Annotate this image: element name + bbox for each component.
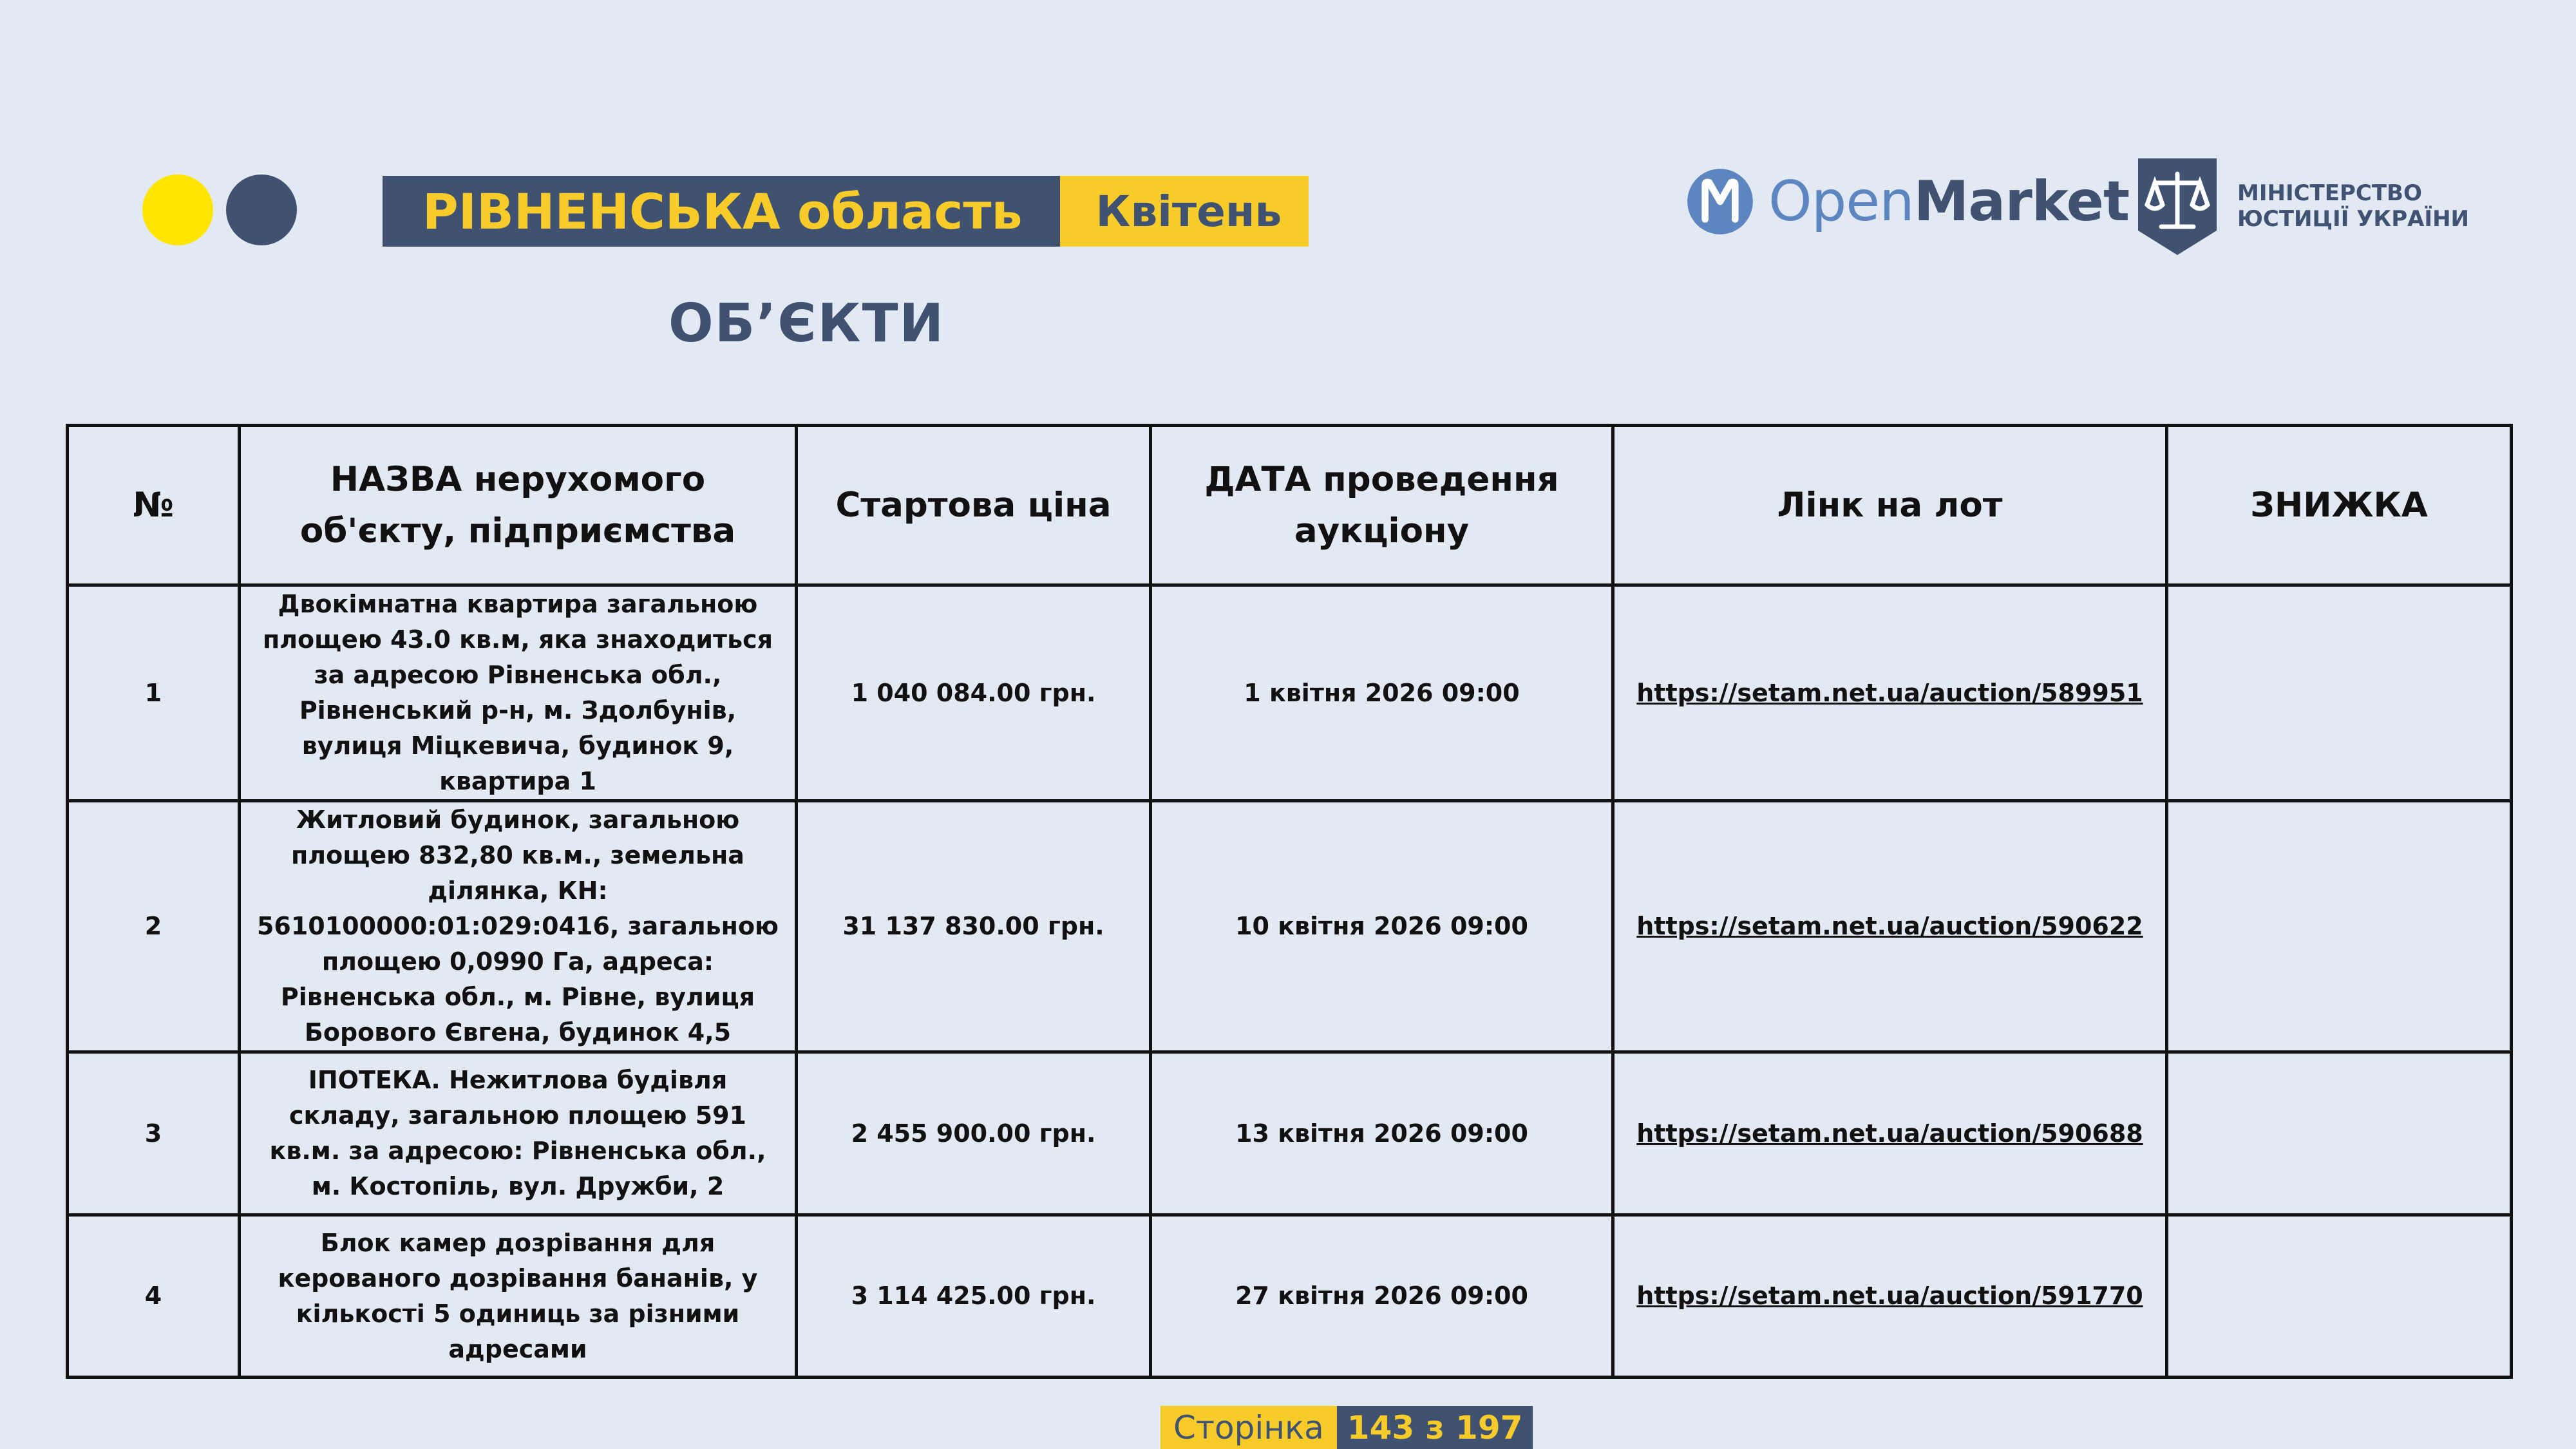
lot-link[interactable]: https://setam.net.ua/auction/590622 [1613,801,2167,1052]
page-indicator [1160,1406,1533,1449]
discount-cell [2167,585,2512,801]
auction-date: 27 квітня 2026 09:00 [1151,1215,1613,1378]
header-discount: ЗНИЖКА [2167,426,2512,585]
auction-date: 1 квітня 2026 09:00 [1151,585,1613,801]
discount-cell [2167,1052,2512,1215]
region-title-bar [383,176,1309,247]
table-row [68,585,2512,801]
yellow-dot-decoration [142,175,213,245]
month-label: Квітень [1060,176,1309,247]
table-row [68,801,2512,1052]
object-name: ІПОТЕКА. Нежитлова будівля складу, загальною площею 591 кв.м. за адресою: Рівненська обл., м. Костопіль, вул. Дружби, 2 [240,1052,797,1215]
section-title: ОБ’ЄКТИ [668,293,945,354]
page-number: 143 з 197 [1337,1406,1533,1449]
auction-date: 10 квітня 2026 09:00 [1151,801,1613,1052]
header-number: № [68,426,240,585]
lot-link[interactable]: https://setam.net.ua/auction/590688 [1613,1052,2167,1215]
row-number: 2 [68,801,240,1052]
start-price: 1 040 084.00 грн. [797,585,1151,801]
region-title: РІВНЕНСЬКА область [383,176,1060,247]
header-date: ДАТА проведення аукціону [1151,426,1613,585]
object-name: Блок камер дозрівання для керованого дозрівання бананів, у кількості 5 одиниць за різними адресами [240,1215,797,1378]
ministry-logo [2136,155,2469,258]
start-price: 3 114 425.00 грн. [797,1215,1151,1378]
start-price: 2 455 900.00 грн. [797,1052,1151,1215]
discount-cell [2167,1215,2512,1378]
lot-link[interactable]: https://setam.net.ua/auction/589951 [1613,585,2167,801]
navy-dot-decoration [226,175,297,245]
openmarket-open-text: Open [1768,169,1914,234]
discount-cell [2167,801,2512,1052]
start-price: 31 137 830.00 грн. [797,801,1151,1052]
row-number: 3 [68,1052,240,1215]
page-label: Сторінка [1160,1406,1337,1449]
table-row [68,1215,2512,1378]
openmarket-wordmark [1768,169,2129,234]
table-header-row [68,426,2512,585]
object-name: Житловий будинок, загальною площею 832,80 кв.м., земельна ділянка, КН: 5610100000:01:029:0416, загальною площею 0,0990 Га, адреса: Рівненська обл., м. Рівне, вулиця Борового Євгена, будинок 4,5 [240,801,797,1052]
openmarket-m-icon [1686,167,1754,236]
scales-shield-icon [2136,155,2219,258]
auction-date: 13 квітня 2026 09:00 [1151,1052,1613,1215]
row-number: 4 [68,1215,240,1378]
object-name: Двокімнатна квартира загальною площею 43.0 кв.м, яка знаходиться за адресою Рівненська обл., Рівненський р-н, м. Здолбунів, вулиця Міцкевича, будинок 9, квартира 1 [240,585,797,801]
ministry-line-2: ЮСТИЦІЇ УКРАЇНИ [2237,206,2469,232]
openmarket-market-text: Market [1913,169,2130,234]
ministry-line-1: МІНІСТЕРСТВО [2237,180,2422,206]
row-number: 1 [68,585,240,801]
openmarket-logo [1686,167,2129,236]
objects-table [66,424,2513,1379]
header-price: Стартова ціна [797,426,1151,585]
table-row [68,1052,2512,1215]
lot-link[interactable]: https://setam.net.ua/auction/591770 [1613,1215,2167,1378]
header-link: Лінк на лот [1613,426,2167,585]
ministry-name [2237,180,2469,232]
header-name: НАЗВА нерухомого об'єкту, підприємства [240,426,797,585]
